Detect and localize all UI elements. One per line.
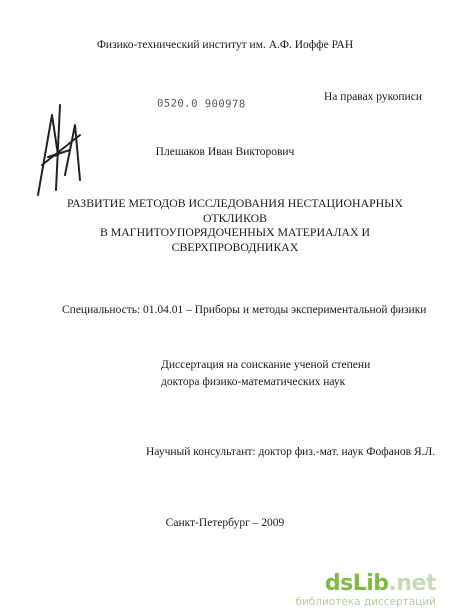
city-year: Санкт-Петербург – 2009 xyxy=(165,517,285,529)
title-line: В МАГНИТОУПОРЯДОЧЕННЫХ МАТЕРИАЛАХ И xyxy=(99,225,371,239)
watermark-logo-main: dsLib xyxy=(324,571,389,596)
title-line: ОТКЛИКОВ xyxy=(202,210,268,225)
specialty-value: 01.04.01 – Приборы и методы экспериментальной физики xyxy=(143,304,427,316)
scientific-consultant: Научный консультант: доктор физ.-мат. наук Фофанов Я.Л. xyxy=(146,446,436,458)
rights-note: На правах рукописи xyxy=(324,91,422,103)
dissertation-title xyxy=(40,196,430,254)
watermark-logo xyxy=(295,572,436,596)
watermark-subtitle: библиотека диссертаций xyxy=(295,596,436,608)
watermark xyxy=(295,572,436,608)
registration-stamp: 0520.0 900978 xyxy=(156,97,246,111)
specialty-label: Специальность: xyxy=(62,304,141,316)
degree-line: доктора физико-математических наук xyxy=(161,376,346,388)
title-line: СВЕРХПРОВОДНИКАХ xyxy=(171,239,299,254)
author-name: Плешаков Иван Викторович xyxy=(155,146,295,158)
institute-name: Физико-технический институт им. А.Ф. Иоффе РАН xyxy=(96,39,354,51)
title-line: РАЗВИТИЕ МЕТОДОВ ИССЛЕДОВАНИЯ НЕСТАЦИОНАРНЫХ xyxy=(67,196,403,210)
degree-line: Диссертация на соискание ученой степени xyxy=(161,359,371,371)
watermark-logo-tld: .net xyxy=(388,571,436,596)
